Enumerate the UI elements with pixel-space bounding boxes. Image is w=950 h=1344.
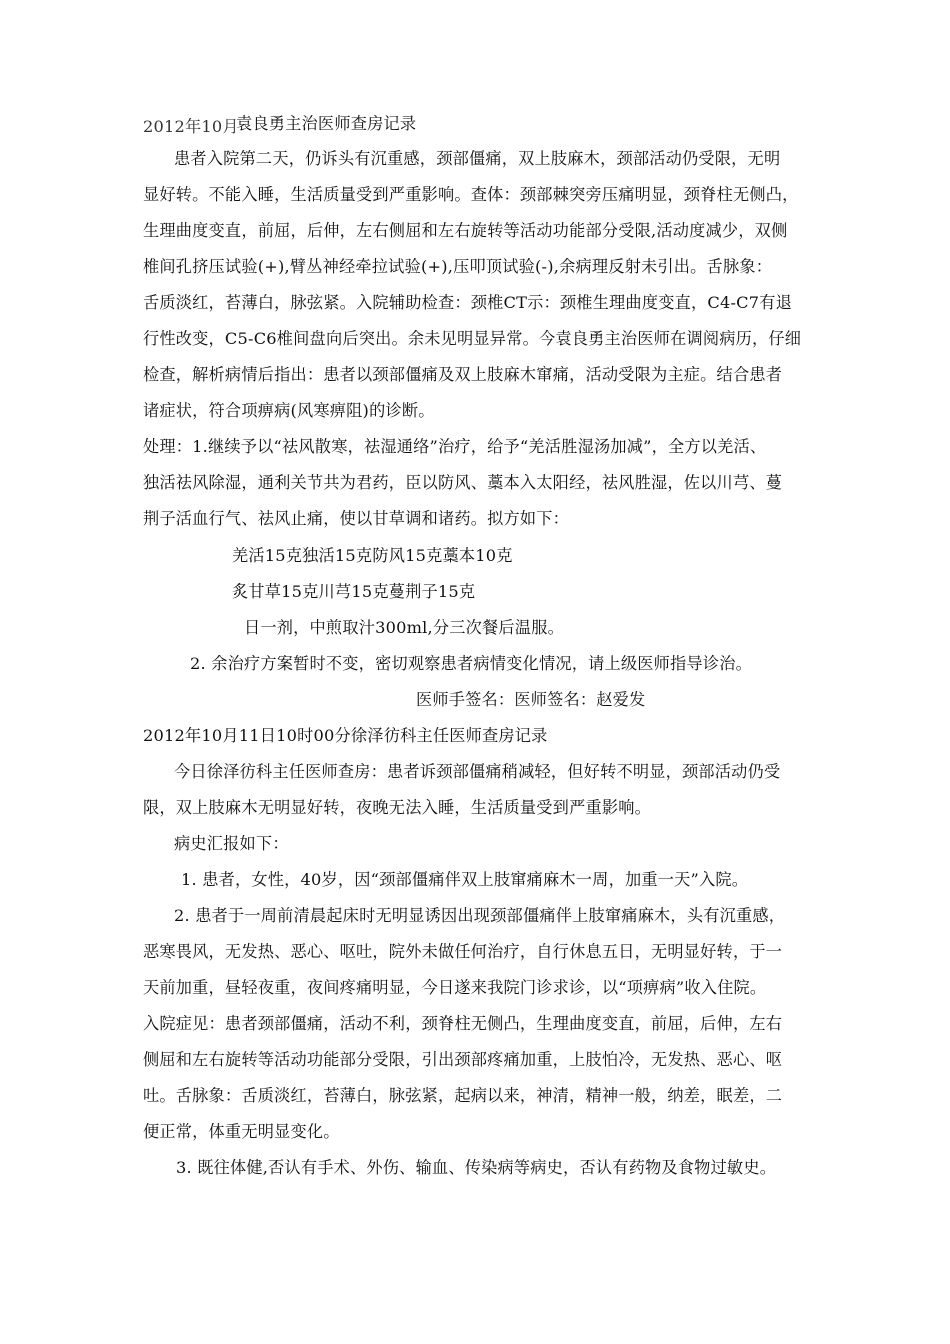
history-item-2-line: 恶寒畏风，无发热、恶心、呕吐，院外未做任何治疗，自行休息五日，无明显好转，于一 — [143, 942, 783, 961]
dosage-line: 日一剂，中煎取汁300ml,分三次餐后温服。 — [244, 618, 564, 637]
record1-paragraph-line: 显好转。不能入睡，生活质量受到严重影响。查体：颈部棘突旁压痛明显，颈脊柱无侧凸， — [143, 185, 799, 204]
record1-treatment-line: 独活祛风除湿，通利关节共为君药，臣以防风、藁本入太阳经，祛风胜湿，佐以川芎、蔓 — [143, 473, 783, 492]
history-item-2-line: 便正常，体重无明显变化。 — [143, 1122, 340, 1141]
history-label: 病史汇报如下： — [174, 834, 289, 853]
record1-paragraph-line: 舌质淡红，苔薄白，脉弦紧。入院辅助检查：颈椎CT示：颈椎生理曲度变直，C4-C7有退 — [143, 293, 792, 312]
record1-paragraph-line: 行性改变，C5-C6椎间盘向后突出。余未见明显异常。今袁良勇主治医师在调阅病历，仔细 — [143, 329, 802, 348]
record1-item-2: 2. 余治疗方案暂时不变，密切观察患者病情变化情况，请上级医师指导诊治。 — [190, 654, 752, 673]
record1-paragraph-line: 椎间孔挤压试验(+),臂丛神经牵拉试验(+),压叩顶试验(-),余病理反射未引出。舌脉象： — [143, 257, 773, 276]
record1-heading-underlay: 2012年10月 — [143, 117, 239, 136]
history-item-2-line: 2. 患者于一周前清晨起床时无明显诱因出现颈部僵痛伴上肢窜痛麻木，头有沉重感， — [174, 906, 786, 925]
history-item-2-line: 入院症见：患者颈部僵痛，活动不利，颈脊柱无侧凸，生理曲度变直，前屈，后伸，左右 — [143, 1014, 783, 1033]
record1-paragraph-line: 诸症状，符合项痹病(风寒痹阻)的诊断。 — [143, 401, 435, 420]
history-item-2-line: 吐。舌脉象：舌质淡红，苔薄白，脉弦紧，起病以来，神清，精神一般，纳差，眠差，二 — [143, 1086, 783, 1105]
record2-intro-line: 今日徐泽彷科主任医师查房：患者诉颈部僵痛稍减轻，但好转不明显，颈部活动仍受 — [174, 762, 781, 781]
record1-heading: 袁良勇主治医师查房记录 — [236, 114, 417, 133]
prescription-line: 炙甘草15克川芎15克蔓荆子15克 — [232, 582, 476, 601]
doctor-signature: 医师手签名：医师签名：赵爱发 — [416, 690, 646, 709]
record2-heading: 2012年10月11日10时00分徐泽彷科主任医师查房记录 — [143, 726, 548, 745]
history-item-2-line: 侧屈和左右旋转等活动功能部分受限，引出颈部疼痛加重，上肢怕冷，无发热、恶心、呕 — [143, 1050, 783, 1069]
history-item-1: 1. 患者，女性，40岁，因“颈部僵痛伴双上肢窜痛麻木一周，加重一天”入院。 — [181, 870, 749, 889]
record1-paragraph-line: 患者入院第二天，仍诉头有沉重感，颈部僵痛，双上肢麻木，颈部活动仍受限，无明 — [174, 149, 781, 168]
record2-intro-line: 限，双上肢麻木无明显好转，夜晚无法入睡，生活质量受到严重影响。 — [143, 798, 652, 817]
record1-paragraph-line: 生理曲度变直，前屈，后伸，左右侧屈和左右旋转等活动功能部分受限,活动度减少，双侧 — [143, 221, 788, 240]
record1-paragraph-line: 检查，解析病情后指出：患者以颈部僵痛及双上肢麻木窜痛，活动受限为主症。结合患者 — [143, 365, 783, 384]
record1-treatment-line: 处理：1.继续予以“祛风散寒，祛湿通络”治疗，给予“羌活胜湿汤加减”，全方以羌活、 — [143, 437, 767, 456]
history-item-2-line: 天前加重，昼轻夜重，夜间疼痛明显，今日遂来我院门诊求诊，以“项痹病”收入住院。 — [143, 978, 767, 997]
record1-treatment-line: 荆子活血行气、祛风止痛，使以甘草调和诸药。拟方如下： — [143, 509, 570, 528]
history-item-3: 3. 既往体健,否认有手术、外伤、输血、传染病等病史，否认有药物及食物过敏史。 — [176, 1158, 777, 1177]
prescription-line: 羌活15克独活15克防风15克藁本10克 — [232, 546, 513, 565]
